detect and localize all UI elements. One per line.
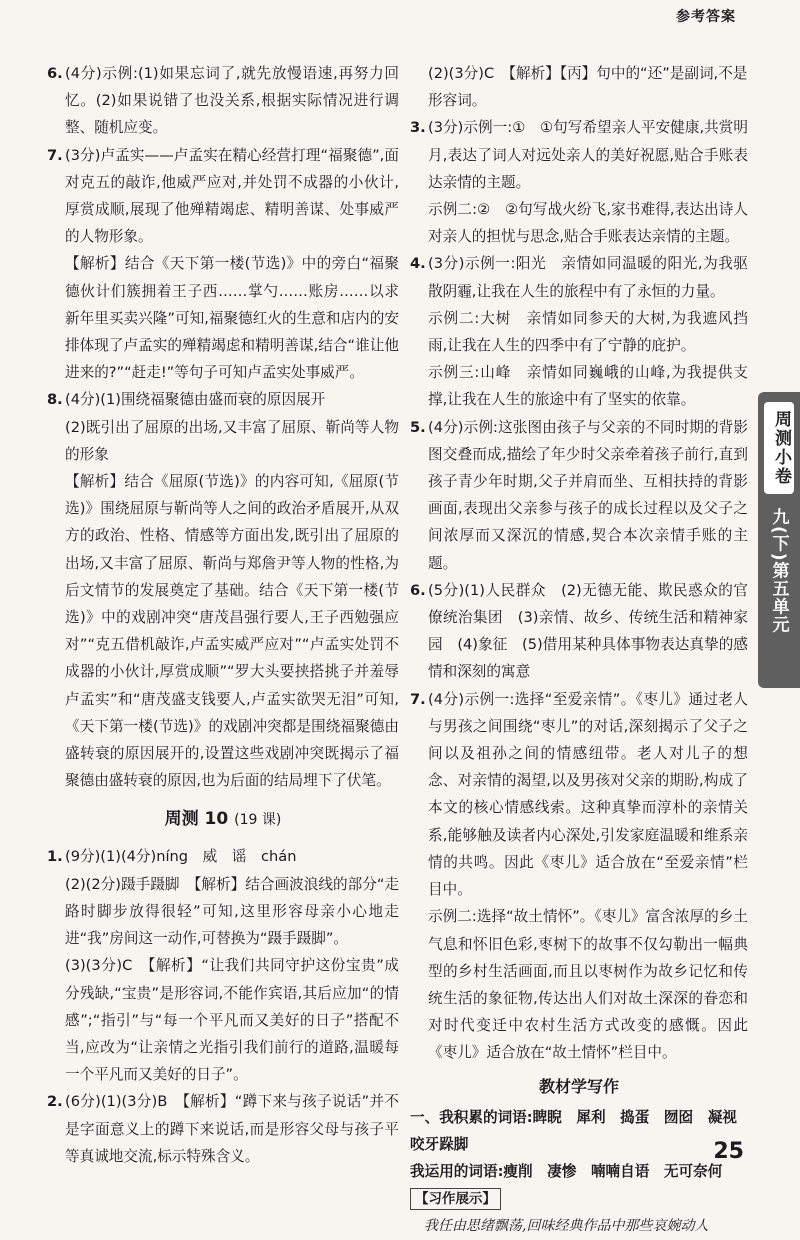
left-column bbox=[47, 60, 399, 1170]
answer-paragraph: (3分)示例一:阳光 亲情如同温暖的阳光,为我驱散阴霾,让我在人生的旅程中有了永恒的力量。 bbox=[428, 255, 748, 300]
section-title: 周测 10 bbox=[164, 809, 229, 830]
answer-list-left bbox=[47, 60, 399, 794]
answer-number: 7. bbox=[47, 146, 63, 164]
answer-paragraph: (4分)示例:这张图由孩子与父亲的不同时期的背影图交叠而成,描绘了年少时父亲牵着孩子前行,直到孩子青少年时期,父子并肩而坐、互相扶持的背影画面,表现出父亲参与孩子的成长过程以及父子之间浓厚而又深沉的情感,契合本次亲情手账的主题。 bbox=[428, 418, 748, 572]
answer-item bbox=[410, 114, 748, 250]
answer-paragraph: (4分)示例一:选择“至爱亲情”。《枣儿》通过老人与男孩之间围绕“枣儿”的对话,深刻揭示了父子之间以及祖孙之间的情感纽带。老人对儿子的想念、对亲情的渴望,以及男孩对父亲的期盼,构成了本文的核心情感线索。这种真挚而淳朴的亲情关系,能够触及读者内心深处,引发家庭温暖和维系亲情的共鸣。因此《枣儿》适合放在“至爱亲情”栏目中。 bbox=[428, 690, 748, 899]
answer-paragraph: (4分)示例:(1)如果忘词了,就先放慢语速,再努力回忆。(2)如果说错了也没关系,根据实际情况进行调整、随机应变。 bbox=[65, 65, 399, 137]
answer-number: 4. bbox=[410, 255, 426, 273]
side-tab-subtitle: 九(下)第五单元 bbox=[768, 508, 789, 634]
answer-paragraph: 示例二:大树 亲情如同参天的大树,为我遮风挡雨,让我在人生的四季中有了宁静的庇护。 bbox=[428, 309, 748, 355]
section-heading bbox=[47, 806, 399, 833]
answer-paragraph: (2)既引出了屈原的出场,又丰富了屈原、靳尚等人物的形象 bbox=[65, 418, 399, 463]
vocab-use-line: 我运用的词语:瘦削 凄惨 喃喃自语 无可奈何 bbox=[410, 1163, 723, 1181]
answer-item bbox=[410, 577, 748, 686]
answer-item bbox=[47, 386, 399, 794]
essay-label: 【习作展示】 bbox=[410, 1188, 501, 1210]
answer-item bbox=[410, 250, 748, 413]
answer-number: 7. bbox=[410, 690, 426, 708]
answer-paragraph: (5分)(1)人民群众 (2)无德无能、欺民惑众的官僚统治集团 (3)亲情、故乡、传统生活和精神家园 (4)象征 (5)借用某种具体事物表达真挚的感情和深刻的寓意 bbox=[428, 581, 748, 681]
answer-item bbox=[47, 1088, 399, 1170]
answer-paragraph: (3分)示例一:① ①句写希望亲人平安健康,共赏明月,表达了词人对远处亲人的美好祝愿,贴合手账表达亲情的主题。 bbox=[428, 119, 748, 191]
answer-item bbox=[410, 414, 748, 577]
right-column bbox=[410, 60, 752, 1240]
writing-heading: 教材学写作 bbox=[538, 1076, 619, 1096]
answer-paragraph: (2)(2分)蹑手蹑脚 【解析】结合画波浪线的部分“走路时脚步放得很轻”可知,这里形容母亲小心地走进“我”房间这一动作,可替换为“蹑手蹑脚”。 bbox=[65, 875, 399, 948]
answer-paragraph: (2)(3分)C 【解析】【丙】句中的“还”是副词,不是形容词。 bbox=[428, 65, 748, 110]
answer-item bbox=[47, 843, 399, 1088]
answer-number: 2. bbox=[47, 1093, 63, 1111]
page-number: 25 bbox=[713, 1139, 744, 1164]
answer-paragraph: 【解析】结合《天下第一楼(节选)》中的旁白“福聚德伙计们簇拥着王子西……掌勺……账房……以求新年里买卖兴隆”可知,福聚德红火的生意和店内的安排体现了卢孟实的殚精竭虑和精明善谋,结合“谁让他进来的?”“赶走!”等句子可知卢孟实处事威严。 bbox=[65, 255, 399, 382]
answer-item bbox=[47, 60, 399, 142]
answer-paragraph: (4分)(1)围绕福聚德由盛而衰的原因展开 bbox=[65, 391, 326, 409]
answer-continuation bbox=[410, 60, 748, 114]
essay-handwriting: 我任由思绪飘荡,回味经典作品中那些哀婉动人 bbox=[424, 1217, 709, 1234]
answer-number: 3. bbox=[410, 119, 426, 137]
answer-number: 5. bbox=[410, 418, 426, 436]
side-tab bbox=[758, 392, 800, 688]
header-label: 参考答案 bbox=[676, 9, 736, 25]
answer-paragraph: (3分)卢孟实——卢孟实在精心经营打理“福聚德”,面对克五的敲诈,他威严应对,并处罚不成器的小伙计,厚赏成顺,展现了他殚精竭虑、精明善谋、处事威严的人物形象。 bbox=[65, 146, 399, 246]
answer-item bbox=[410, 686, 748, 1067]
answer-paragraph: 【解析】结合《屈原(节选)》的内容可知,《屈原(节选)》围绕屈原与靳尚等人之间的政治矛盾展开,从双方的政治、性格、情感等方面出发,既引出了屈原的出场,又丰富了屈原、靳尚与郑詹尹等人物的性格,为后文情节的发展奠定了基础。结合《天下第一楼(节选)》中的戏剧冲突“唐茂昌强行要人,王子西勉强应对”“克五借机敲诈,卢孟实威严应对”“卢孟实处罚不成器的小伙计,厚赏成顺”“罗大头要挟搭挑子并羞辱卢孟实”和“唐茂盛支钱要人,卢孟实欲哭无泪”可知,《天下第一楼(节选)》的戏剧冲突都是围绕福聚德由盛转衰的原因展开的,设置这些戏剧冲突既揭示了福聚德由盛转衰的原因,也为后面的结局埋下了伏笔。 bbox=[65, 473, 399, 790]
answer-paragraph: (3)(3分)C 【解析】“让我们共同守护这份宝贵”成分残缺,“宝贵”是形容词,不能作宾语,其后应加“的情感”;“指引”与“每一个平凡而又美好的日子”搭配不当,应改为“让亲情之光指引我们前行的道路,温暖每一个平凡而又美好的日子”。 bbox=[65, 957, 399, 1084]
answer-list-left-2 bbox=[47, 843, 399, 1169]
answer-paragraph: 示例二:② ②句写战火纷飞,家书难得,表达出诗人对亲人的担忧与思念,贴合手账表达亲情的主题。 bbox=[428, 201, 748, 246]
answer-paragraph: 示例二:选择“故土情怀”。《枣儿》富含浓厚的乡土气息和怀旧色彩,枣树下的故事不仅勾勒出一幅典型的乡村生活画面,而且以枣树作为故乡记忆和传统生活的象征物,传达出人们对故土深深的眷恋和对时代变迁中农村生活方式改变的感慨。因此《枣儿》适合放在“故土情怀”栏目中。 bbox=[428, 908, 748, 1062]
answer-number: 6. bbox=[410, 581, 426, 599]
answer-paragraph: 示例三:山峰 亲情如同巍峨的山峰,为我提供支撑,让我在人生的旅途中有了坚实的依靠。 bbox=[428, 364, 748, 409]
answer-number: 1. bbox=[47, 848, 63, 866]
section-subtitle: (19 课) bbox=[234, 812, 282, 829]
vocab-line: 一、我积累的词语:睥睨 犀利 捣蛋 囫囵 凝视 咬牙跺脚 bbox=[410, 1108, 752, 1153]
answer-paragraph: (6分)(1)(3分)B 【解析】“蹲下来与孩子说话”并不是字面意义上的蹲下来说话,而是形容父母与孩子平等真诚地交流,标示特殊含义。 bbox=[65, 1093, 399, 1165]
side-tab-title: 周测小卷 bbox=[764, 402, 794, 494]
answer-item bbox=[47, 142, 399, 387]
answer-number: 8. bbox=[47, 391, 63, 409]
answer-list-right bbox=[410, 114, 748, 1066]
answer-paragraph: (9分)(1)(4分)níng 威 谣 chán bbox=[65, 848, 297, 866]
answer-number: 6. bbox=[47, 65, 63, 82]
